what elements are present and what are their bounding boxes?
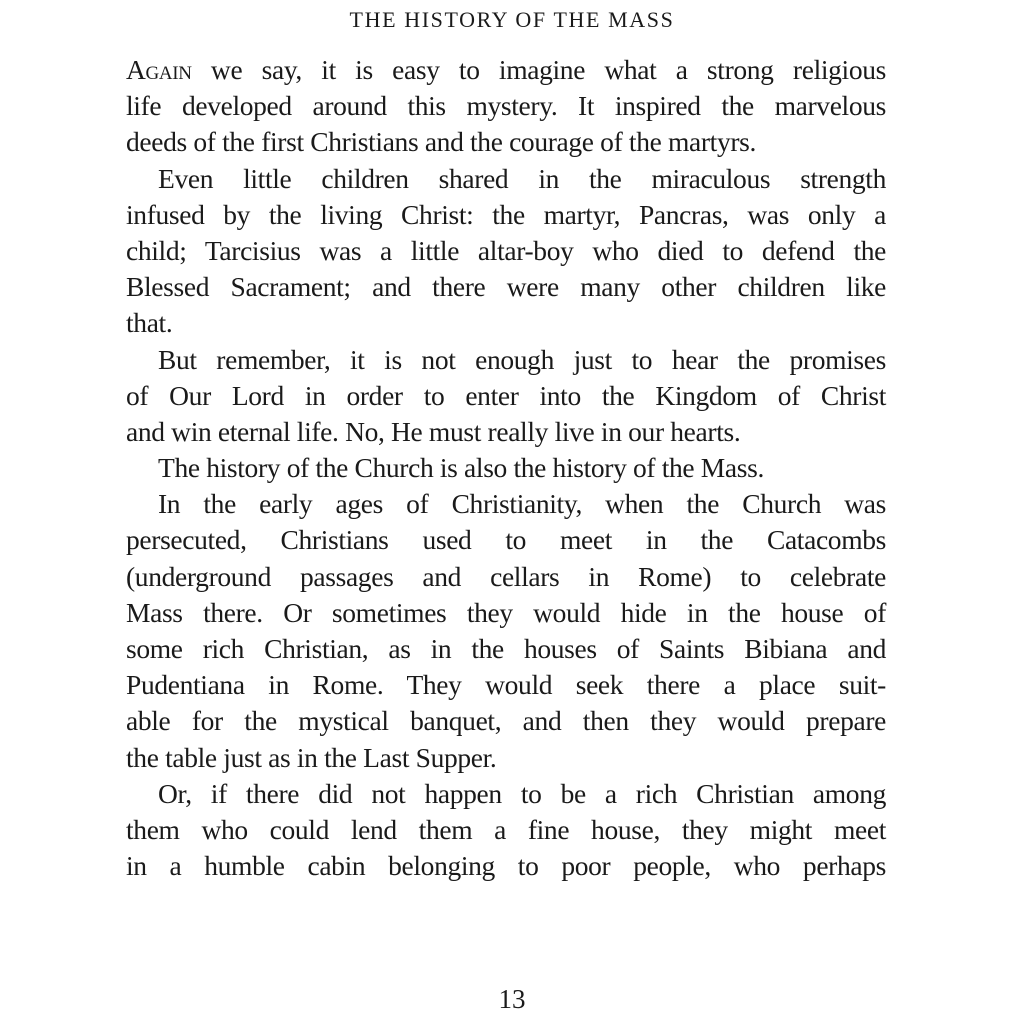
text-line: able for the mystical banquet, and then they would prepare: [126, 705, 886, 737]
running-head: THE HISTORY OF THE MASS: [349, 7, 675, 32]
text-line: of Our Lord in order to enter into the Kingdom of Christ: [126, 379, 886, 411]
text-line: (underground passages and cellars in Rome) to celebrate: [126, 560, 886, 592]
text-line: that.: [126, 307, 173, 339]
text-line: Or, if there did not happen to be a rich Christian among: [158, 777, 886, 809]
text-line: Again we say, it is easy to imagine what a strong religious: [126, 54, 886, 85]
text-line: The history of the Church is also the history of the Mass.: [158, 452, 764, 484]
text-line: child; Tarcisius was a little altar-boy who died to defend the: [126, 234, 886, 266]
text-line: In the early ages of Christianity, when the Church was: [158, 488, 886, 520]
lead-in-smallcaps: Again: [126, 54, 192, 85]
text-line: Blessed Sacrament; and there were many other children like: [126, 271, 886, 303]
text-line: persecuted, Christians used to meet in the Catacombs: [126, 524, 886, 556]
text-line: But remember, it is not enough just to hear the promises: [158, 343, 886, 375]
text-line: them who could lend them a fine house, they might meet: [126, 813, 886, 845]
text-line: Mass there. Or sometimes they would hide in the house of: [126, 596, 886, 628]
body-text: [126, 52, 886, 884]
text-line: in a humble cabin belonging to poor people, who perhaps: [126, 850, 886, 882]
page-number: 13: [498, 984, 526, 1014]
text-line: Even little children shared in the miraculous strength: [158, 162, 886, 194]
text-line: the table just as in the Last Supper.: [126, 741, 497, 773]
text-line: and win eternal life. No, He must really live in our hearts.: [126, 415, 741, 447]
text-line: infused by the living Christ: the martyr, Pancras, was only a: [126, 198, 886, 230]
text-line: life developed around this mystery. It inspired the marvelous: [126, 90, 886, 122]
text-line: deeds of the first Christians and the courage of the martyrs.: [126, 126, 757, 158]
text-line: some rich Christian, as in the houses of Saints Bibiana and: [126, 633, 886, 664]
text-line: Pudentiana in Rome. They would seek there a place suit-: [126, 669, 886, 701]
